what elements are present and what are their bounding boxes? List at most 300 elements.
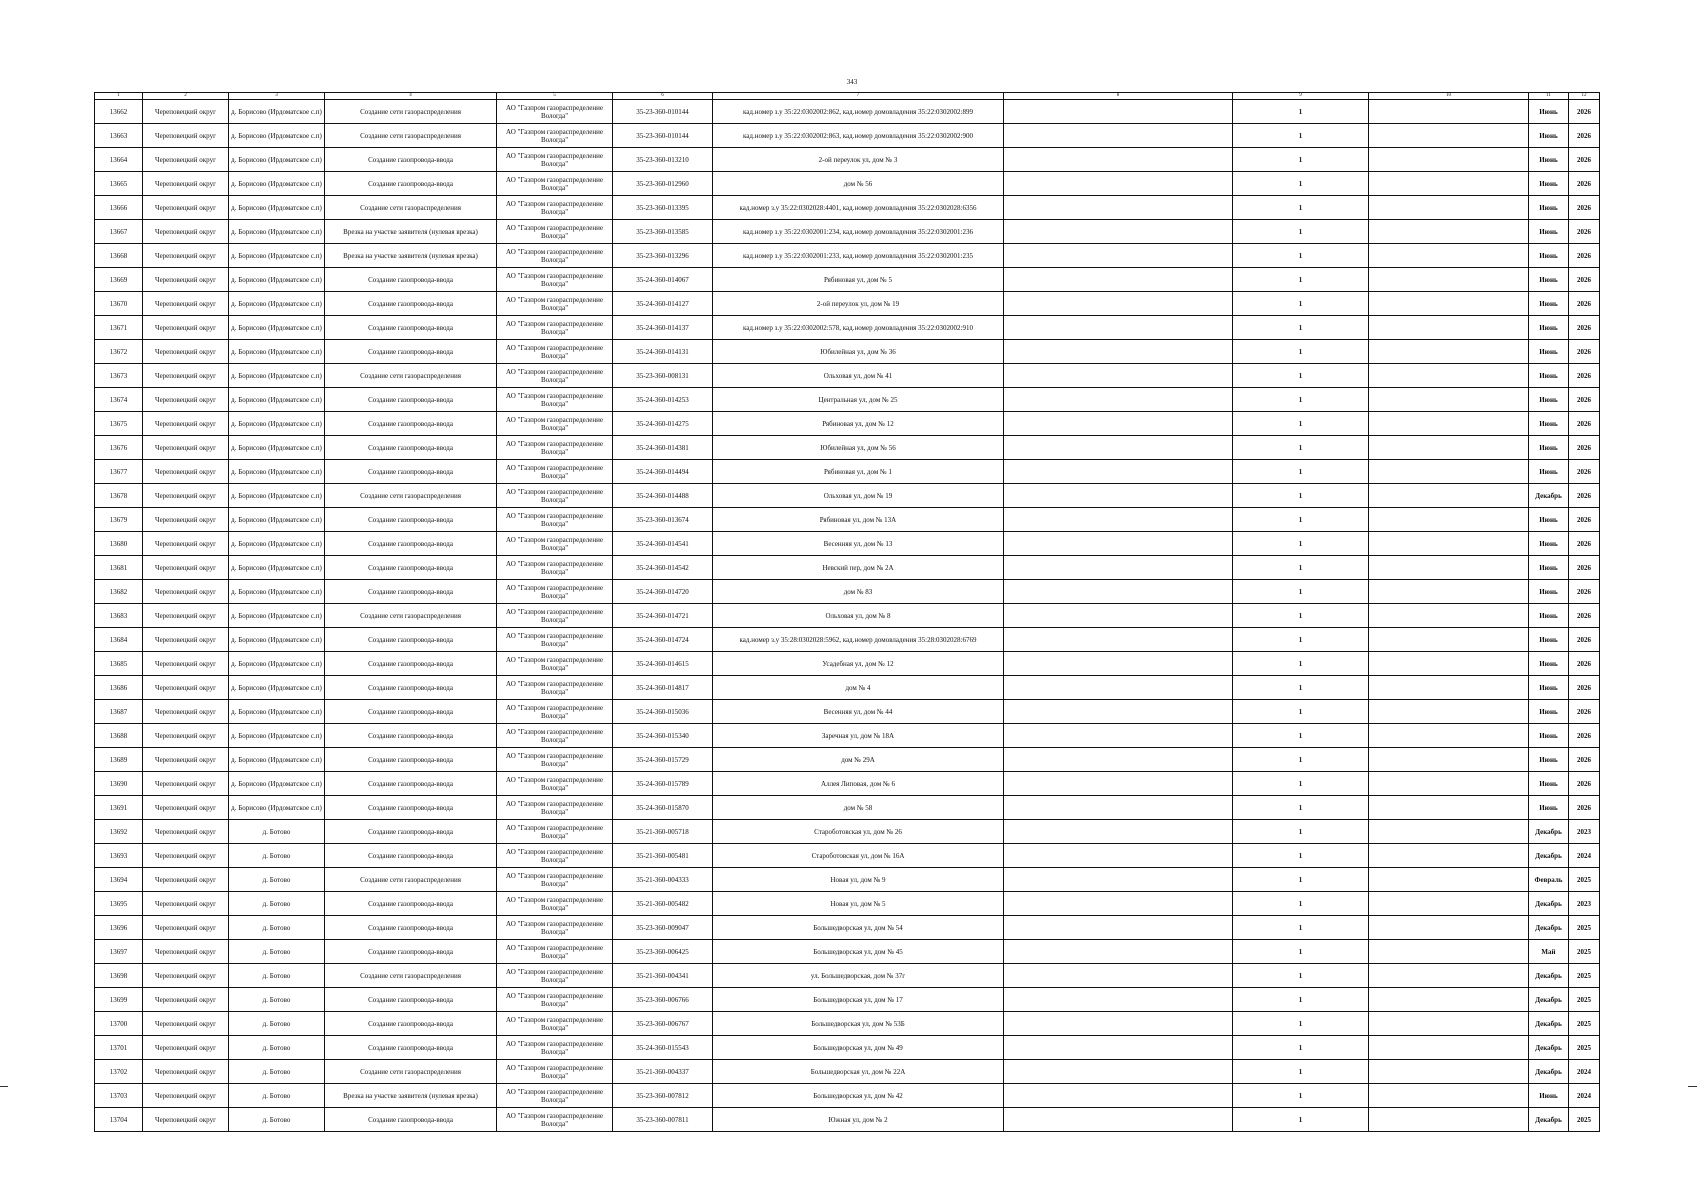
empty-cell xyxy=(1369,916,1529,940)
year-cell: 2026 xyxy=(1569,172,1600,196)
month-cell: Июнь xyxy=(1529,1084,1569,1108)
application-number-cell: 35-24-360-014253 xyxy=(613,388,713,412)
settlement-cell: д. Борисово (Ирдоматское с.п) xyxy=(229,700,325,724)
month-cell: Июнь xyxy=(1529,172,1569,196)
work-type-cell: Создание газопровода-ввода xyxy=(325,940,497,964)
table-row xyxy=(95,892,1600,916)
year-cell: 2025 xyxy=(1569,1108,1600,1132)
month-cell: Июнь xyxy=(1529,364,1569,388)
organization-cell: АО "Газпром газораспределение Вологда" xyxy=(497,628,613,652)
organization-cell: АО "Газпром газораспределение Вологда" xyxy=(497,532,613,556)
district-cell: Череповецкий округ xyxy=(143,388,229,412)
work-type-cell: Создание газопровода-ввода xyxy=(325,916,497,940)
settlement-cell: д. Борисово (Ирдоматское с.п) xyxy=(229,244,325,268)
district-cell: Череповецкий округ xyxy=(143,748,229,772)
month-cell: Июнь xyxy=(1529,124,1569,148)
empty-cell xyxy=(1004,604,1233,628)
address-cell: Ольховая ул, дом № 19 xyxy=(713,484,1004,508)
application-number-cell: 35-23-360-010144 xyxy=(613,100,713,124)
application-number-cell: 35-23-360-006766 xyxy=(613,988,713,1012)
empty-cell xyxy=(1004,892,1233,916)
empty-cell xyxy=(1369,580,1529,604)
quantity-cell: 1 xyxy=(1233,628,1369,652)
settlement-cell: д. Ботово xyxy=(229,940,325,964)
row-number-cell: 13665 xyxy=(95,172,143,196)
organization-cell: АО "Газпром газораспределение Вологда" xyxy=(497,244,613,268)
quantity-cell: 1 xyxy=(1233,316,1369,340)
organization-cell: АО "Газпром газораспределение Вологда" xyxy=(497,844,613,868)
table-row xyxy=(95,1108,1600,1132)
work-type-cell: Создание сети газораспределения xyxy=(325,484,497,508)
month-cell: Июнь xyxy=(1529,628,1569,652)
year-cell: 2026 xyxy=(1569,628,1600,652)
settlement-cell: д. Ботово xyxy=(229,868,325,892)
work-type-cell: Создание газопровода-ввода xyxy=(325,292,497,316)
year-cell: 2026 xyxy=(1569,676,1600,700)
address-cell: Староботовская ул, дом № 26 xyxy=(713,820,1004,844)
empty-cell xyxy=(1004,268,1233,292)
column-number-row xyxy=(95,93,1600,100)
empty-cell xyxy=(1004,148,1233,172)
year-cell: 2026 xyxy=(1569,220,1600,244)
row-number-cell: 13676 xyxy=(95,436,143,460)
district-cell: Череповецкий округ xyxy=(143,820,229,844)
year-cell: 2026 xyxy=(1569,604,1600,628)
row-number-cell: 13685 xyxy=(95,652,143,676)
address-cell: Заречная ул, дом № 18А xyxy=(713,724,1004,748)
empty-cell xyxy=(1004,916,1233,940)
month-cell: Июнь xyxy=(1529,196,1569,220)
table-row xyxy=(95,964,1600,988)
settlement-cell: д. Борисово (Ирдоматское с.п) xyxy=(229,772,325,796)
settlement-cell: д. Борисово (Ирдоматское с.п) xyxy=(229,436,325,460)
address-cell: Большедворская ул, дом № 42 xyxy=(713,1084,1004,1108)
settlement-cell: д. Ботово xyxy=(229,1060,325,1084)
district-cell: Череповецкий округ xyxy=(143,532,229,556)
empty-cell xyxy=(1369,532,1529,556)
table-row xyxy=(95,844,1600,868)
address-cell: Весенняя ул, дом № 44 xyxy=(713,700,1004,724)
application-number-cell: 35-24-360-014127 xyxy=(613,292,713,316)
quantity-cell: 1 xyxy=(1233,364,1369,388)
work-type-cell: Создание газопровода-ввода xyxy=(325,844,497,868)
address-cell: Центральная ул, дом № 25 xyxy=(713,388,1004,412)
settlement-cell: д. Борисово (Ирдоматское с.п) xyxy=(229,652,325,676)
empty-cell xyxy=(1004,748,1233,772)
application-number-cell: 35-23-360-006425 xyxy=(613,940,713,964)
month-cell: Июнь xyxy=(1529,148,1569,172)
table-row xyxy=(95,988,1600,1012)
row-number-cell: 13696 xyxy=(95,916,143,940)
empty-cell xyxy=(1004,844,1233,868)
district-cell: Череповецкий округ xyxy=(143,436,229,460)
empty-cell xyxy=(1369,1036,1529,1060)
application-number-cell: 35-23-360-012960 xyxy=(613,172,713,196)
row-number-cell: 13684 xyxy=(95,628,143,652)
organization-cell: АО "Газпром газораспределение Вологда" xyxy=(497,220,613,244)
address-cell: Аллея Липовая, дом № 6 xyxy=(713,772,1004,796)
year-cell: 2026 xyxy=(1569,412,1600,436)
table-row xyxy=(95,436,1600,460)
district-cell: Череповецкий округ xyxy=(143,988,229,1012)
quantity-cell: 1 xyxy=(1233,220,1369,244)
settlement-cell: д. Борисово (Ирдоматское с.п) xyxy=(229,532,325,556)
column-number-header: 12 xyxy=(1569,93,1600,100)
district-cell: Череповецкий округ xyxy=(143,964,229,988)
quantity-cell: 1 xyxy=(1233,844,1369,868)
table-row xyxy=(95,916,1600,940)
empty-cell xyxy=(1004,676,1233,700)
year-cell: 2026 xyxy=(1569,700,1600,724)
year-cell: 2024 xyxy=(1569,1084,1600,1108)
work-type-cell: Создание газопровода-ввода xyxy=(325,580,497,604)
address-cell: Большедворская ул, дом № 54 xyxy=(713,916,1004,940)
work-type-cell: Создание сети газораспределения xyxy=(325,364,497,388)
work-type-cell: Создание газопровода-ввода xyxy=(325,532,497,556)
quantity-cell: 1 xyxy=(1233,388,1369,412)
year-cell: 2026 xyxy=(1569,148,1600,172)
settlement-cell: д. Борисово (Ирдоматское с.п) xyxy=(229,676,325,700)
year-cell: 2026 xyxy=(1569,364,1600,388)
month-cell: Июнь xyxy=(1529,652,1569,676)
application-number-cell: 35-23-360-010144 xyxy=(613,124,713,148)
organization-cell: АО "Газпром газораспределение Вологда" xyxy=(497,1036,613,1060)
address-cell: Большедворская ул, дом № 17 xyxy=(713,988,1004,1012)
row-number-cell: 13668 xyxy=(95,244,143,268)
row-number-cell: 13683 xyxy=(95,604,143,628)
work-type-cell: Создание газопровода-ввода xyxy=(325,316,497,340)
month-cell: Июнь xyxy=(1529,796,1569,820)
table-row xyxy=(95,100,1600,124)
quantity-cell: 1 xyxy=(1233,988,1369,1012)
row-number-cell: 13675 xyxy=(95,412,143,436)
address-cell: 2-ой переулок ул, дом № 3 xyxy=(713,148,1004,172)
work-type-cell: Создание газопровода-ввода xyxy=(325,388,497,412)
row-number-cell: 13666 xyxy=(95,196,143,220)
page-number: 343 xyxy=(846,78,858,86)
empty-cell xyxy=(1004,388,1233,412)
empty-cell xyxy=(1369,340,1529,364)
settlement-cell: д. Борисово (Ирдоматское с.п) xyxy=(229,388,325,412)
table-row xyxy=(95,412,1600,436)
settlement-cell: д. Борисово (Ирдоматское с.п) xyxy=(229,172,325,196)
left-edge-mark xyxy=(0,1086,8,1087)
work-type-cell: Создание сети газораспределения xyxy=(325,964,497,988)
application-number-cell: 35-21-360-004333 xyxy=(613,868,713,892)
table-row xyxy=(95,268,1600,292)
settlement-cell: д. Борисово (Ирдоматское с.п) xyxy=(229,316,325,340)
work-type-cell: Создание сети газораспределения xyxy=(325,100,497,124)
organization-cell: АО "Газпром газораспределение Вологда" xyxy=(497,148,613,172)
organization-cell: АО "Газпром газораспределение Вологда" xyxy=(497,820,613,844)
year-cell: 2026 xyxy=(1569,292,1600,316)
address-cell: кад.номер з.у 35:22:0302002:862, кад.номер домовладения 35:22:0302002:899 xyxy=(713,100,1004,124)
table-row xyxy=(95,748,1600,772)
column-number-header: 2 xyxy=(143,93,229,100)
table-row xyxy=(95,292,1600,316)
row-number-cell: 13697 xyxy=(95,940,143,964)
application-number-cell: 35-24-360-015870 xyxy=(613,796,713,820)
settlement-cell: д. Борисово (Ирдоматское с.п) xyxy=(229,340,325,364)
district-cell: Череповецкий округ xyxy=(143,868,229,892)
year-cell: 2026 xyxy=(1569,532,1600,556)
quantity-cell: 1 xyxy=(1233,1036,1369,1060)
organization-cell: АО "Газпром газораспределение Вологда" xyxy=(497,364,613,388)
application-number-cell: 35-24-360-014817 xyxy=(613,676,713,700)
month-cell: Декабрь xyxy=(1529,1036,1569,1060)
organization-cell: АО "Газпром газораспределение Вологда" xyxy=(497,604,613,628)
application-number-cell: 35-24-360-014494 xyxy=(613,460,713,484)
month-cell: Декабрь xyxy=(1529,1108,1569,1132)
settlement-cell: д. Ботово xyxy=(229,1084,325,1108)
row-number-cell: 13700 xyxy=(95,1012,143,1036)
empty-cell xyxy=(1004,700,1233,724)
application-number-cell: 35-24-360-015036 xyxy=(613,700,713,724)
district-cell: Череповецкий округ xyxy=(143,196,229,220)
table-row xyxy=(95,340,1600,364)
empty-cell xyxy=(1004,1012,1233,1036)
settlement-cell: д. Борисово (Ирдоматское с.п) xyxy=(229,556,325,580)
empty-cell xyxy=(1004,100,1233,124)
work-type-cell: Создание газопровода-ввода xyxy=(325,988,497,1012)
month-cell: Декабрь xyxy=(1529,988,1569,1012)
work-type-cell: Создание газопровода-ввода xyxy=(325,772,497,796)
district-cell: Череповецкий округ xyxy=(143,172,229,196)
year-cell: 2026 xyxy=(1569,484,1600,508)
empty-cell xyxy=(1004,316,1233,340)
row-number-cell: 13682 xyxy=(95,580,143,604)
address-cell: Большедворская ул, дом № 53Б xyxy=(713,1012,1004,1036)
right-edge-mark xyxy=(1688,1086,1697,1087)
table-row xyxy=(95,868,1600,892)
table-row xyxy=(95,364,1600,388)
empty-cell xyxy=(1369,220,1529,244)
column-number-header: 8 xyxy=(1004,93,1233,100)
row-number-cell: 13687 xyxy=(95,700,143,724)
work-type-cell: Создание газопровода-ввода xyxy=(325,748,497,772)
empty-cell xyxy=(1004,532,1233,556)
year-cell: 2026 xyxy=(1569,268,1600,292)
organization-cell: АО "Газпром газораспределение Вологда" xyxy=(497,1084,613,1108)
row-number-cell: 13699 xyxy=(95,988,143,1012)
organization-cell: АО "Газпром газораспределение Вологда" xyxy=(497,460,613,484)
empty-cell xyxy=(1369,556,1529,580)
empty-cell xyxy=(1369,484,1529,508)
empty-cell xyxy=(1004,244,1233,268)
organization-cell: АО "Газпром газораспределение Вологда" xyxy=(497,484,613,508)
empty-cell xyxy=(1004,292,1233,316)
empty-cell xyxy=(1004,724,1233,748)
month-cell: Июнь xyxy=(1529,436,1569,460)
empty-cell xyxy=(1004,436,1233,460)
address-cell: Невский пер, дом № 2А xyxy=(713,556,1004,580)
row-number-cell: 13686 xyxy=(95,676,143,700)
row-number-cell: 13678 xyxy=(95,484,143,508)
organization-cell: АО "Газпром газораспределение Вологда" xyxy=(497,508,613,532)
empty-cell xyxy=(1004,1036,1233,1060)
row-number-cell: 13693 xyxy=(95,844,143,868)
quantity-cell: 1 xyxy=(1233,796,1369,820)
district-cell: Череповецкий округ xyxy=(143,1036,229,1060)
row-number-cell: 13702 xyxy=(95,1060,143,1084)
district-cell: Череповецкий округ xyxy=(143,268,229,292)
work-type-cell: Создание газопровода-ввода xyxy=(325,556,497,580)
table-row xyxy=(95,580,1600,604)
row-number-cell: 13694 xyxy=(95,868,143,892)
district-cell: Череповецкий округ xyxy=(143,220,229,244)
organization-cell: АО "Газпром газораспределение Вологда" xyxy=(497,124,613,148)
address-cell: дом № 58 xyxy=(713,796,1004,820)
year-cell: 2025 xyxy=(1569,916,1600,940)
application-number-cell: 35-21-360-004341 xyxy=(613,964,713,988)
table-row xyxy=(95,676,1600,700)
row-number-cell: 13679 xyxy=(95,508,143,532)
table-row xyxy=(95,820,1600,844)
address-cell: Южная ул, дом № 2 xyxy=(713,1108,1004,1132)
month-cell: Июнь xyxy=(1529,244,1569,268)
empty-cell xyxy=(1369,652,1529,676)
address-cell: Большедворская ул, дом № 49 xyxy=(713,1036,1004,1060)
row-number-cell: 13671 xyxy=(95,316,143,340)
year-cell: 2023 xyxy=(1569,820,1600,844)
row-number-cell: 13673 xyxy=(95,364,143,388)
month-cell: Июнь xyxy=(1529,724,1569,748)
organization-cell: АО "Газпром газораспределение Вологда" xyxy=(497,940,613,964)
organization-cell: АО "Газпром газораспределение Вологда" xyxy=(497,1108,613,1132)
settlement-cell: д. Борисово (Ирдоматское с.п) xyxy=(229,628,325,652)
work-type-cell: Создание газопровода-ввода xyxy=(325,508,497,532)
organization-cell: АО "Газпром газораспределение Вологда" xyxy=(497,796,613,820)
work-type-cell: Врезка на участке заявителя (нулевая врезка) xyxy=(325,220,497,244)
year-cell: 2026 xyxy=(1569,796,1600,820)
row-number-cell: 13695 xyxy=(95,892,143,916)
column-number-header: 6 xyxy=(613,93,713,100)
application-number-cell: 35-24-360-014615 xyxy=(613,652,713,676)
row-number-cell: 13698 xyxy=(95,964,143,988)
work-type-cell: Создание газопровода-ввода xyxy=(325,796,497,820)
organization-cell: АО "Газпром газораспределение Вологда" xyxy=(497,412,613,436)
column-number-header: 5 xyxy=(497,93,613,100)
table-row xyxy=(95,700,1600,724)
empty-cell xyxy=(1369,700,1529,724)
empty-cell xyxy=(1004,172,1233,196)
quantity-cell: 1 xyxy=(1233,460,1369,484)
district-cell: Череповецкий округ xyxy=(143,412,229,436)
address-cell: дом № 83 xyxy=(713,580,1004,604)
quantity-cell: 1 xyxy=(1233,652,1369,676)
month-cell: Июнь xyxy=(1529,700,1569,724)
quantity-cell: 1 xyxy=(1233,916,1369,940)
address-cell: Весенняя ул, дом № 13 xyxy=(713,532,1004,556)
column-number-header: 7 xyxy=(713,93,1004,100)
address-cell: кад.номер з.у 35:22:0302028:4401, кад.номер домовладения 35:22:0302028:6356 xyxy=(713,196,1004,220)
column-number-header: 9 xyxy=(1233,93,1369,100)
application-number-cell: 35-24-360-014542 xyxy=(613,556,713,580)
month-cell: Декабрь xyxy=(1529,916,1569,940)
year-cell: 2025 xyxy=(1569,988,1600,1012)
settlement-cell: д. Ботово xyxy=(229,892,325,916)
month-cell: Декабрь xyxy=(1529,892,1569,916)
empty-cell xyxy=(1004,868,1233,892)
district-cell: Череповецкий округ xyxy=(143,628,229,652)
row-number-cell: 13664 xyxy=(95,148,143,172)
address-cell: дом № 29А xyxy=(713,748,1004,772)
quantity-cell: 1 xyxy=(1233,124,1369,148)
address-cell: 2-ой переулок ул, дом № 19 xyxy=(713,292,1004,316)
application-number-cell: 35-24-360-014721 xyxy=(613,604,713,628)
settlement-cell: д. Ботово xyxy=(229,988,325,1012)
empty-cell xyxy=(1004,820,1233,844)
address-cell: Рябиновая ул, дом № 1 xyxy=(713,460,1004,484)
organization-cell: АО "Газпром газораспределение Вологда" xyxy=(497,316,613,340)
application-number-cell: 35-23-360-006767 xyxy=(613,1012,713,1036)
quantity-cell: 1 xyxy=(1233,100,1369,124)
organization-cell: АО "Газпром газораспределение Вологда" xyxy=(497,1012,613,1036)
organization-cell: АО "Газпром газораспределение Вологда" xyxy=(497,388,613,412)
address-cell: кад.номер з.у 35:22:0302001:233, кад.номер домовладения 35:22:0302001:235 xyxy=(713,244,1004,268)
row-number-cell: 13667 xyxy=(95,220,143,244)
year-cell: 2023 xyxy=(1569,892,1600,916)
settlement-cell: д. Ботово xyxy=(229,964,325,988)
organization-cell: АО "Газпром газораспределение Вологда" xyxy=(497,868,613,892)
district-cell: Череповецкий округ xyxy=(143,676,229,700)
application-number-cell: 35-23-360-009047 xyxy=(613,916,713,940)
quantity-cell: 1 xyxy=(1233,196,1369,220)
month-cell: Июнь xyxy=(1529,316,1569,340)
empty-cell xyxy=(1369,364,1529,388)
empty-cell xyxy=(1004,364,1233,388)
application-number-cell: 35-24-360-014724 xyxy=(613,628,713,652)
organization-cell: АО "Газпром газораспределение Вологда" xyxy=(497,700,613,724)
empty-cell xyxy=(1004,484,1233,508)
organization-cell: АО "Газпром газораспределение Вологда" xyxy=(497,892,613,916)
quantity-cell: 1 xyxy=(1233,892,1369,916)
year-cell: 2026 xyxy=(1569,316,1600,340)
empty-cell xyxy=(1369,964,1529,988)
district-cell: Череповецкий округ xyxy=(143,1060,229,1084)
empty-cell xyxy=(1004,772,1233,796)
month-cell: Декабрь xyxy=(1529,964,1569,988)
empty-cell xyxy=(1004,652,1233,676)
year-cell: 2026 xyxy=(1569,460,1600,484)
empty-cell xyxy=(1369,892,1529,916)
address-cell: Юбилейная ул, дом № 56 xyxy=(713,436,1004,460)
row-number-cell: 13669 xyxy=(95,268,143,292)
year-cell: 2025 xyxy=(1569,964,1600,988)
district-cell: Череповецкий округ xyxy=(143,148,229,172)
empty-cell xyxy=(1004,508,1233,532)
month-cell: Июнь xyxy=(1529,508,1569,532)
month-cell: Июнь xyxy=(1529,388,1569,412)
table-row xyxy=(95,1060,1600,1084)
address-cell: Юбилейная ул, дом № 36 xyxy=(713,340,1004,364)
month-cell: Декабрь xyxy=(1529,1060,1569,1084)
organization-cell: АО "Газпром газораспределение Вологда" xyxy=(497,964,613,988)
application-number-cell: 35-23-360-007812 xyxy=(613,1084,713,1108)
empty-cell xyxy=(1369,388,1529,412)
month-cell: Июнь xyxy=(1529,220,1569,244)
settlement-cell: д. Борисово (Ирдоматское с.п) xyxy=(229,580,325,604)
quantity-cell: 1 xyxy=(1233,532,1369,556)
row-number-cell: 13674 xyxy=(95,388,143,412)
month-cell: Июнь xyxy=(1529,292,1569,316)
quantity-cell: 1 xyxy=(1233,172,1369,196)
settlement-cell: д. Борисово (Ирдоматское с.п) xyxy=(229,100,325,124)
application-number-cell: 35-21-360-005718 xyxy=(613,820,713,844)
work-type-cell: Создание сети газораспределения xyxy=(325,1060,497,1084)
year-cell: 2025 xyxy=(1569,868,1600,892)
month-cell: Июнь xyxy=(1529,532,1569,556)
